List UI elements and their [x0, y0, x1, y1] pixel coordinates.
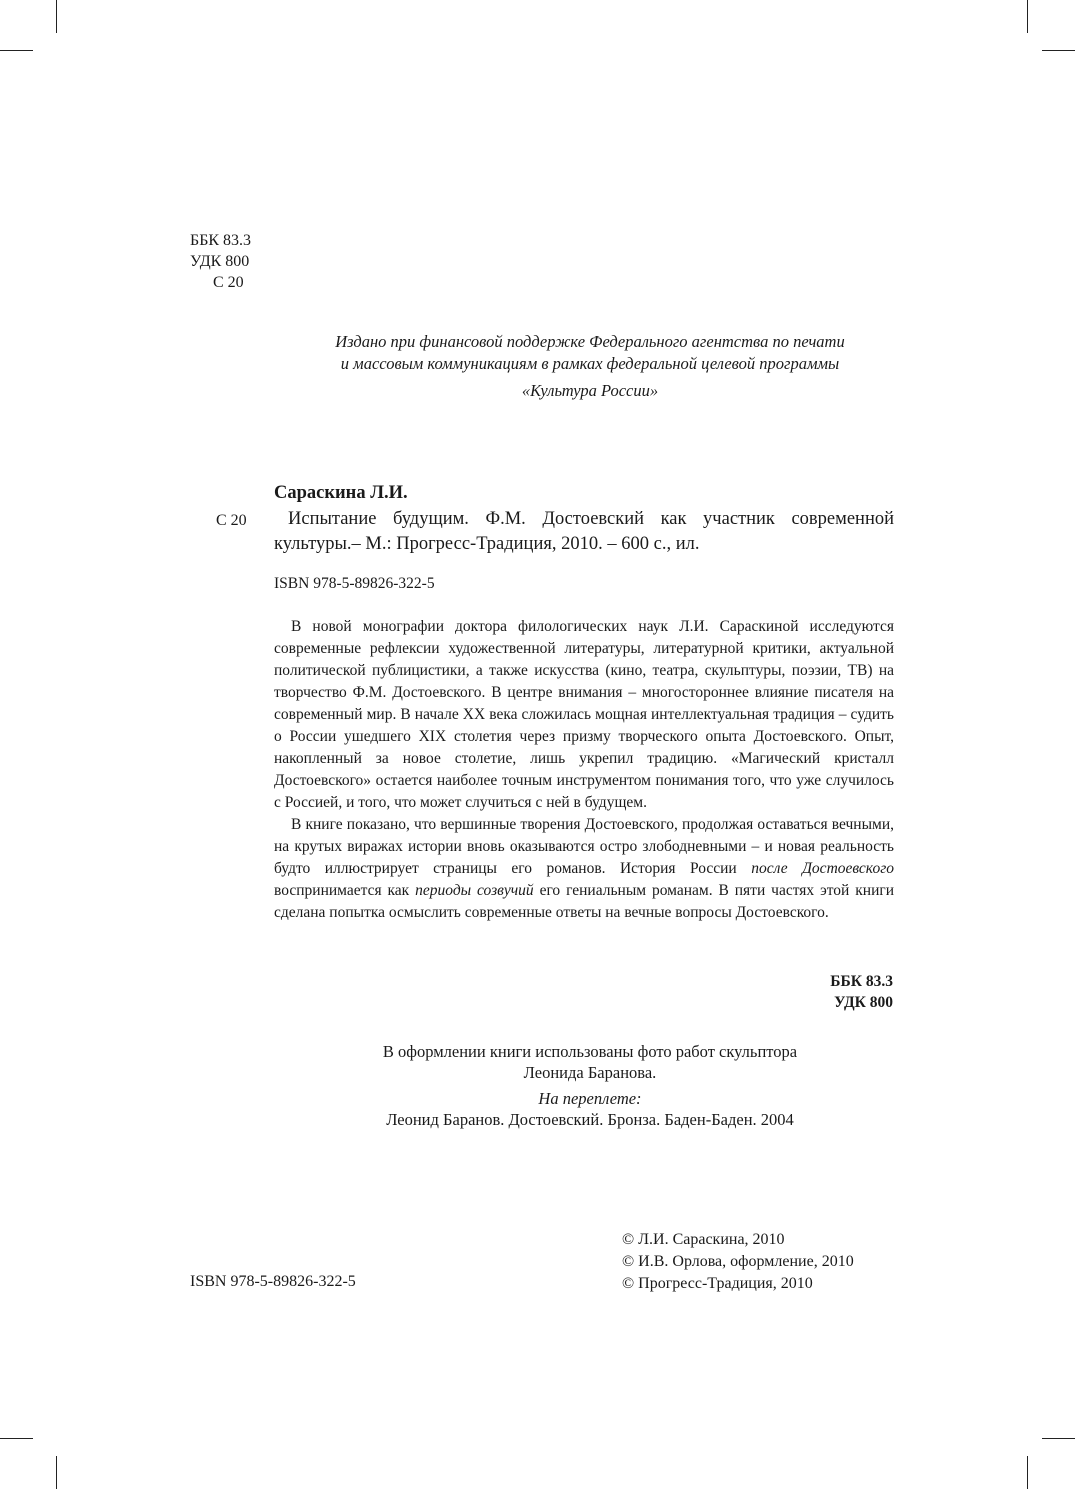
isbn-bottom: ISBN 978-5-89826-322-5	[190, 1273, 356, 1290]
annotation-paragraph-2	[274, 814, 894, 924]
annotation-paragraph-1: В новой монографии доктора филологических наук Л.И. Сараскиной исследуются современные рефлексии художественной литературы, литературной критики, актуальной политической публицистики, а также искусства (кино, театра, скульптуры, поэзии, ТВ) на творчество Ф.М. Достоевского. В центре внимания – многостороннее влияние писателя на современный мир. В начале XX века сложилась мощная интеллектуальная традиция – судить о России ушедшего XIX столетия через призму творческого опыта Достоевского. Опыт, накопленный за новое столетие, лишь укрепил традицию. «Магический кристалл Достоевского» остается наиболее точным инструментом понимания того, что уже случилось с Россией, и того, что может случиться с ней в будущем.	[274, 618, 894, 811]
crop-mark	[0, 50, 33, 51]
book-title-record: Испытание будущим. Ф.М. Достоевский как участник современной культуры.– М.: Прогресс-Традиция, 2010. – 600 с., ил.	[274, 509, 894, 554]
classification-codes	[190, 230, 251, 293]
support-line-1: Издано при финансовой поддержке Федерального агентства по печати	[335, 332, 845, 351]
crop-mark	[0, 1438, 33, 1439]
record-cipher: С 20	[216, 512, 247, 529]
isbn-record: ISBN 978-5-89826-322-5	[274, 575, 435, 592]
classification-codes-right	[830, 971, 893, 1013]
author-cipher: С 20	[213, 274, 244, 291]
udk-code: УДК 800	[190, 253, 250, 270]
copyright-block	[622, 1229, 854, 1295]
bbk-code-right: ББК 83.3	[830, 973, 893, 990]
design-line-2: Леонида Баранова.	[523, 1063, 657, 1082]
copyright-line-3: © Прогресс-Традиция, 2010	[622, 1275, 813, 1292]
binding-label: На переплете:	[538, 1089, 642, 1108]
support-note	[280, 331, 900, 402]
design-line-1: В оформлении книги использованы фото работ скульптора	[382, 1042, 798, 1061]
copyright-line-1: © Л.И. Сараскина, 2010	[622, 1231, 785, 1248]
udk-code-right: УДК 800	[834, 994, 893, 1011]
crop-mark	[1042, 1438, 1075, 1439]
annotation-italic: периоды созвучий	[415, 882, 534, 899]
program-name: «Культура России»	[521, 381, 659, 400]
annotation-text: его гениальным романам. В пяти частях этой книги сделана попытка осмыслить современные ответы на вечные вопросы Достоевского.	[274, 882, 895, 921]
design-note	[280, 1041, 900, 1130]
author-name: Сараскина Л.И.	[274, 483, 408, 503]
support-line-2: и массовым коммуникациям в рамках федеральной целевой программы	[340, 354, 840, 373]
annotation-text: В книге показано, что вершинные творения Достоевского, продолжая оставаться вечными, на крутых виражах истории вновь оказываются остро злободневными – и новая реальность будто иллюстрирует страницы его романов. История России	[274, 816, 894, 877]
binding-text: Леонид Баранов. Достоевский. Бронза. Баден-Баден. 2004	[386, 1110, 794, 1129]
bbk-code: ББК 83.3	[190, 232, 252, 249]
copyright-line-2: © И.В. Орлова, оформление, 2010	[622, 1253, 854, 1270]
crop-mark	[1027, 0, 1028, 33]
annotation-italic: после Достоевского	[751, 860, 894, 877]
annotation	[274, 616, 894, 924]
annotation-text: воспринимается как	[274, 882, 410, 899]
crop-mark	[56, 0, 57, 33]
crop-mark	[1042, 50, 1075, 51]
crop-mark	[56, 1456, 57, 1489]
crop-mark	[1027, 1456, 1028, 1489]
